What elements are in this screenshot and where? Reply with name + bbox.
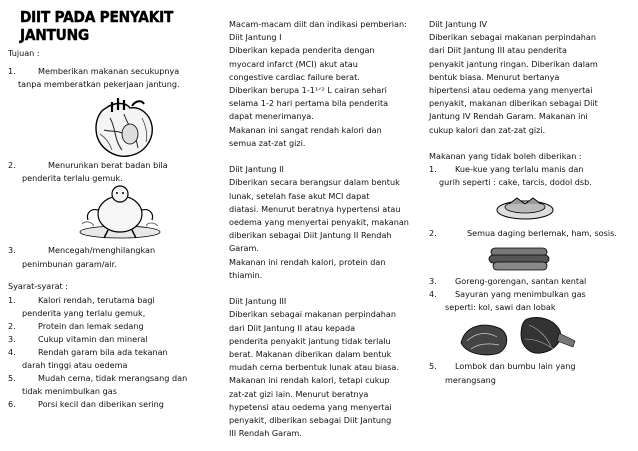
diit-text-line: berat. Makanan diberikan dalam bentuk <box>229 349 392 359</box>
forbidden-1-line-2: gurih seperti : cake, tarcis, dodol dsb. <box>439 177 592 187</box>
diit-text-line: III Rendah Garam. <box>229 428 302 439</box>
diit-text-line: dari Diit Jantung II atau kepada <box>229 322 356 333</box>
diit-text-line: Makanan ini rendah kalori, protein dan <box>229 256 386 267</box>
syarat-5-num: 5. <box>8 373 16 383</box>
tujuan-heading: Tujuan : <box>8 48 40 58</box>
diit-text-line: Diit Jantung II <box>229 164 284 175</box>
forbidden-1-line-1: Kue-kue yang terlalu manis dan <box>455 164 584 174</box>
diit-text-line: thiamin. <box>229 269 263 280</box>
diit-text-line: oedema yang menyertai penyakit, makanan <box>229 217 409 227</box>
forbidden-5-line-1: Lombok dan bumbu lain yang <box>455 361 576 371</box>
forbidden-1-num: 1. <box>429 164 437 174</box>
diit-text-line: Makanan ini rendah kalori, tetapi cukup <box>229 375 390 386</box>
forbidden-5-num: 5. <box>429 361 437 371</box>
syarat-2-line-1: Protein dan lemak sedang <box>38 321 144 331</box>
diit-iv-line: penyakit, makanan diberikan sebagai Diit <box>429 98 598 109</box>
syarat-4-line-1: Rendah garam bila ada tekanan <box>38 347 168 357</box>
tujuan-3-line-1: Mencegah/menghilangkan <box>48 245 156 255</box>
tujuan-3-num: 3. <box>8 245 16 255</box>
diit-text-line: Diit Jantung III <box>229 296 287 307</box>
diit-text-line: diatasi. Menurut beratnya hypertensi atau <box>229 203 401 214</box>
diit-text-line: semua zat-zat gizi. <box>229 137 306 148</box>
syarat-heading: Syarat-syarat : <box>8 281 68 291</box>
forbidden-2-line-1: Semua daging berlemak, ham, sosis. <box>467 228 617 238</box>
diit-text-line: selama 1-2 hari pertama bila penderita <box>229 98 389 109</box>
forbidden-4-line-2: seperti: kol, sawi dan lobak <box>445 302 556 312</box>
diit-text-line: zat-zat gizi lain. Menurut beratnya <box>229 388 369 399</box>
syarat-3-num: 3. <box>8 334 16 344</box>
diit-text-line: Diit Jantung I <box>229 32 282 43</box>
forbidden-2-num: 2. <box>429 228 437 238</box>
syarat-4-line-2: darah tinggi atau oedema <box>22 360 128 370</box>
diit-iv-line: dari Diit Jantung III atau penderita <box>429 45 567 56</box>
diit-iv-line: bentuk biasa. Menurut bertanya <box>429 71 560 82</box>
tujuan-3-line-2: penimbunan garam/air. <box>22 259 117 269</box>
syarat-6-line-1: Porsi kecil dan diberikan sering <box>38 399 164 409</box>
diit-text-line: Diberikan berupa 1-1¹ᐟ² L cairan sehari <box>229 85 387 95</box>
diit-text-line: mudah cerna berbentuk lunak atau biasa. <box>229 362 399 373</box>
syarat-6-num: 6. <box>8 399 16 409</box>
diit-iv-line: Diberikan sebagai makanan perpindahan <box>429 32 597 43</box>
syarat-1-num: 1. <box>8 295 16 305</box>
diit-iv-line: hipertensi atau oedema yang menyertai <box>429 85 593 95</box>
diit-text-line: Diberikan secara berangsur dalam bentuk <box>229 177 400 188</box>
diit-iv-line: cukup kalori dan zat-zat gizi. <box>429 124 546 135</box>
forbidden-3-line-1: Goreng-gorengan, santan kental <box>455 276 587 286</box>
diit-text-line: congestive cardiac failure berat. <box>229 71 360 82</box>
diit-text-line: lunak, setelah fase akut MCI dapat <box>229 190 370 201</box>
forbidden-heading: Makanan yang tidak boleh diberikan : <box>429 151 582 161</box>
tujuan-1-line-1: Memberikan makanan secukupnya <box>38 66 180 76</box>
diit-text-line: Makanan ini sangat rendah kalori dan <box>229 124 382 135</box>
diit-text-line: dapat menerimanya. <box>229 111 314 122</box>
syarat-4-num: 4. <box>8 347 16 357</box>
leaflet-title: DIIT PADA PENYAKIT JANTUNG <box>20 8 174 44</box>
diit-text-line: Garam. <box>229 243 259 254</box>
tujuan-2-line-1: Menurunkan berat badan bila <box>48 160 168 170</box>
sausage-illustration <box>485 244 555 272</box>
diit-text-line: diberikan sebagai Diit Jantung II Rendah <box>229 230 392 241</box>
tujuan-2-num: 2. <box>8 160 16 170</box>
diit-text-line: Macam-macam diit dan indikasi pemberian: <box>229 19 407 29</box>
diit-text-line: penyakit, diberikan sebagai Diit Jantung <box>229 415 392 425</box>
overweight-person-illustration <box>68 184 168 240</box>
tujuan-1-num: 1. <box>8 66 16 76</box>
forbidden-4-num: 4. <box>429 289 437 299</box>
cake-plate-illustration <box>495 192 555 220</box>
tujuan-1-line-2: tanpa memberatkan pekerjaan jantung. <box>18 79 180 89</box>
forbidden-5-line-2: merangsang <box>445 375 496 385</box>
diit-text-line: penderita penyakit jantung tidak terlalu <box>229 335 391 346</box>
syarat-5-line-1: Mudah cerna, tidak merangsang dan <box>38 373 188 383</box>
forbidden-4-line-1: Sayuran yang menimbulkan gas <box>455 289 586 299</box>
syarat-3-line-1: Cukup vitamin dan mineral <box>38 334 148 344</box>
diit-text-line: hypetensi atau oedema yang menyertai <box>229 401 392 412</box>
diit-iv-line: Diit Jantung IV <box>429 19 488 29</box>
syarat-5-line-2: tidak menimbulkan gas <box>22 386 117 396</box>
syarat-1-line-1: Kalori rendah, terutama bagi <box>38 295 155 305</box>
diit-iv-line: penyakit jantung ringan. Diberikan dalam <box>429 58 598 69</box>
tujuan-2-line-2: penderita terlalu gemuk. <box>22 173 123 183</box>
heart-illustration <box>88 94 160 160</box>
diit-text-line: myocard infarct (MCI) akut atau <box>229 58 358 69</box>
diit-text-line: Diberikan sebagai makanan perpindahan <box>229 309 397 320</box>
diit-iv-line: Jantung IV Rendah Garam. Makanan ini <box>429 111 588 122</box>
diit-text-line: Diberikan kepada penderita dengan <box>229 45 375 56</box>
vegetables-illustration <box>455 313 583 357</box>
forbidden-3-num: 3. <box>429 276 437 286</box>
syarat-1-line-2: penderita yang terlalu gemuk, <box>22 308 146 318</box>
syarat-2-num: 2. <box>8 321 16 331</box>
